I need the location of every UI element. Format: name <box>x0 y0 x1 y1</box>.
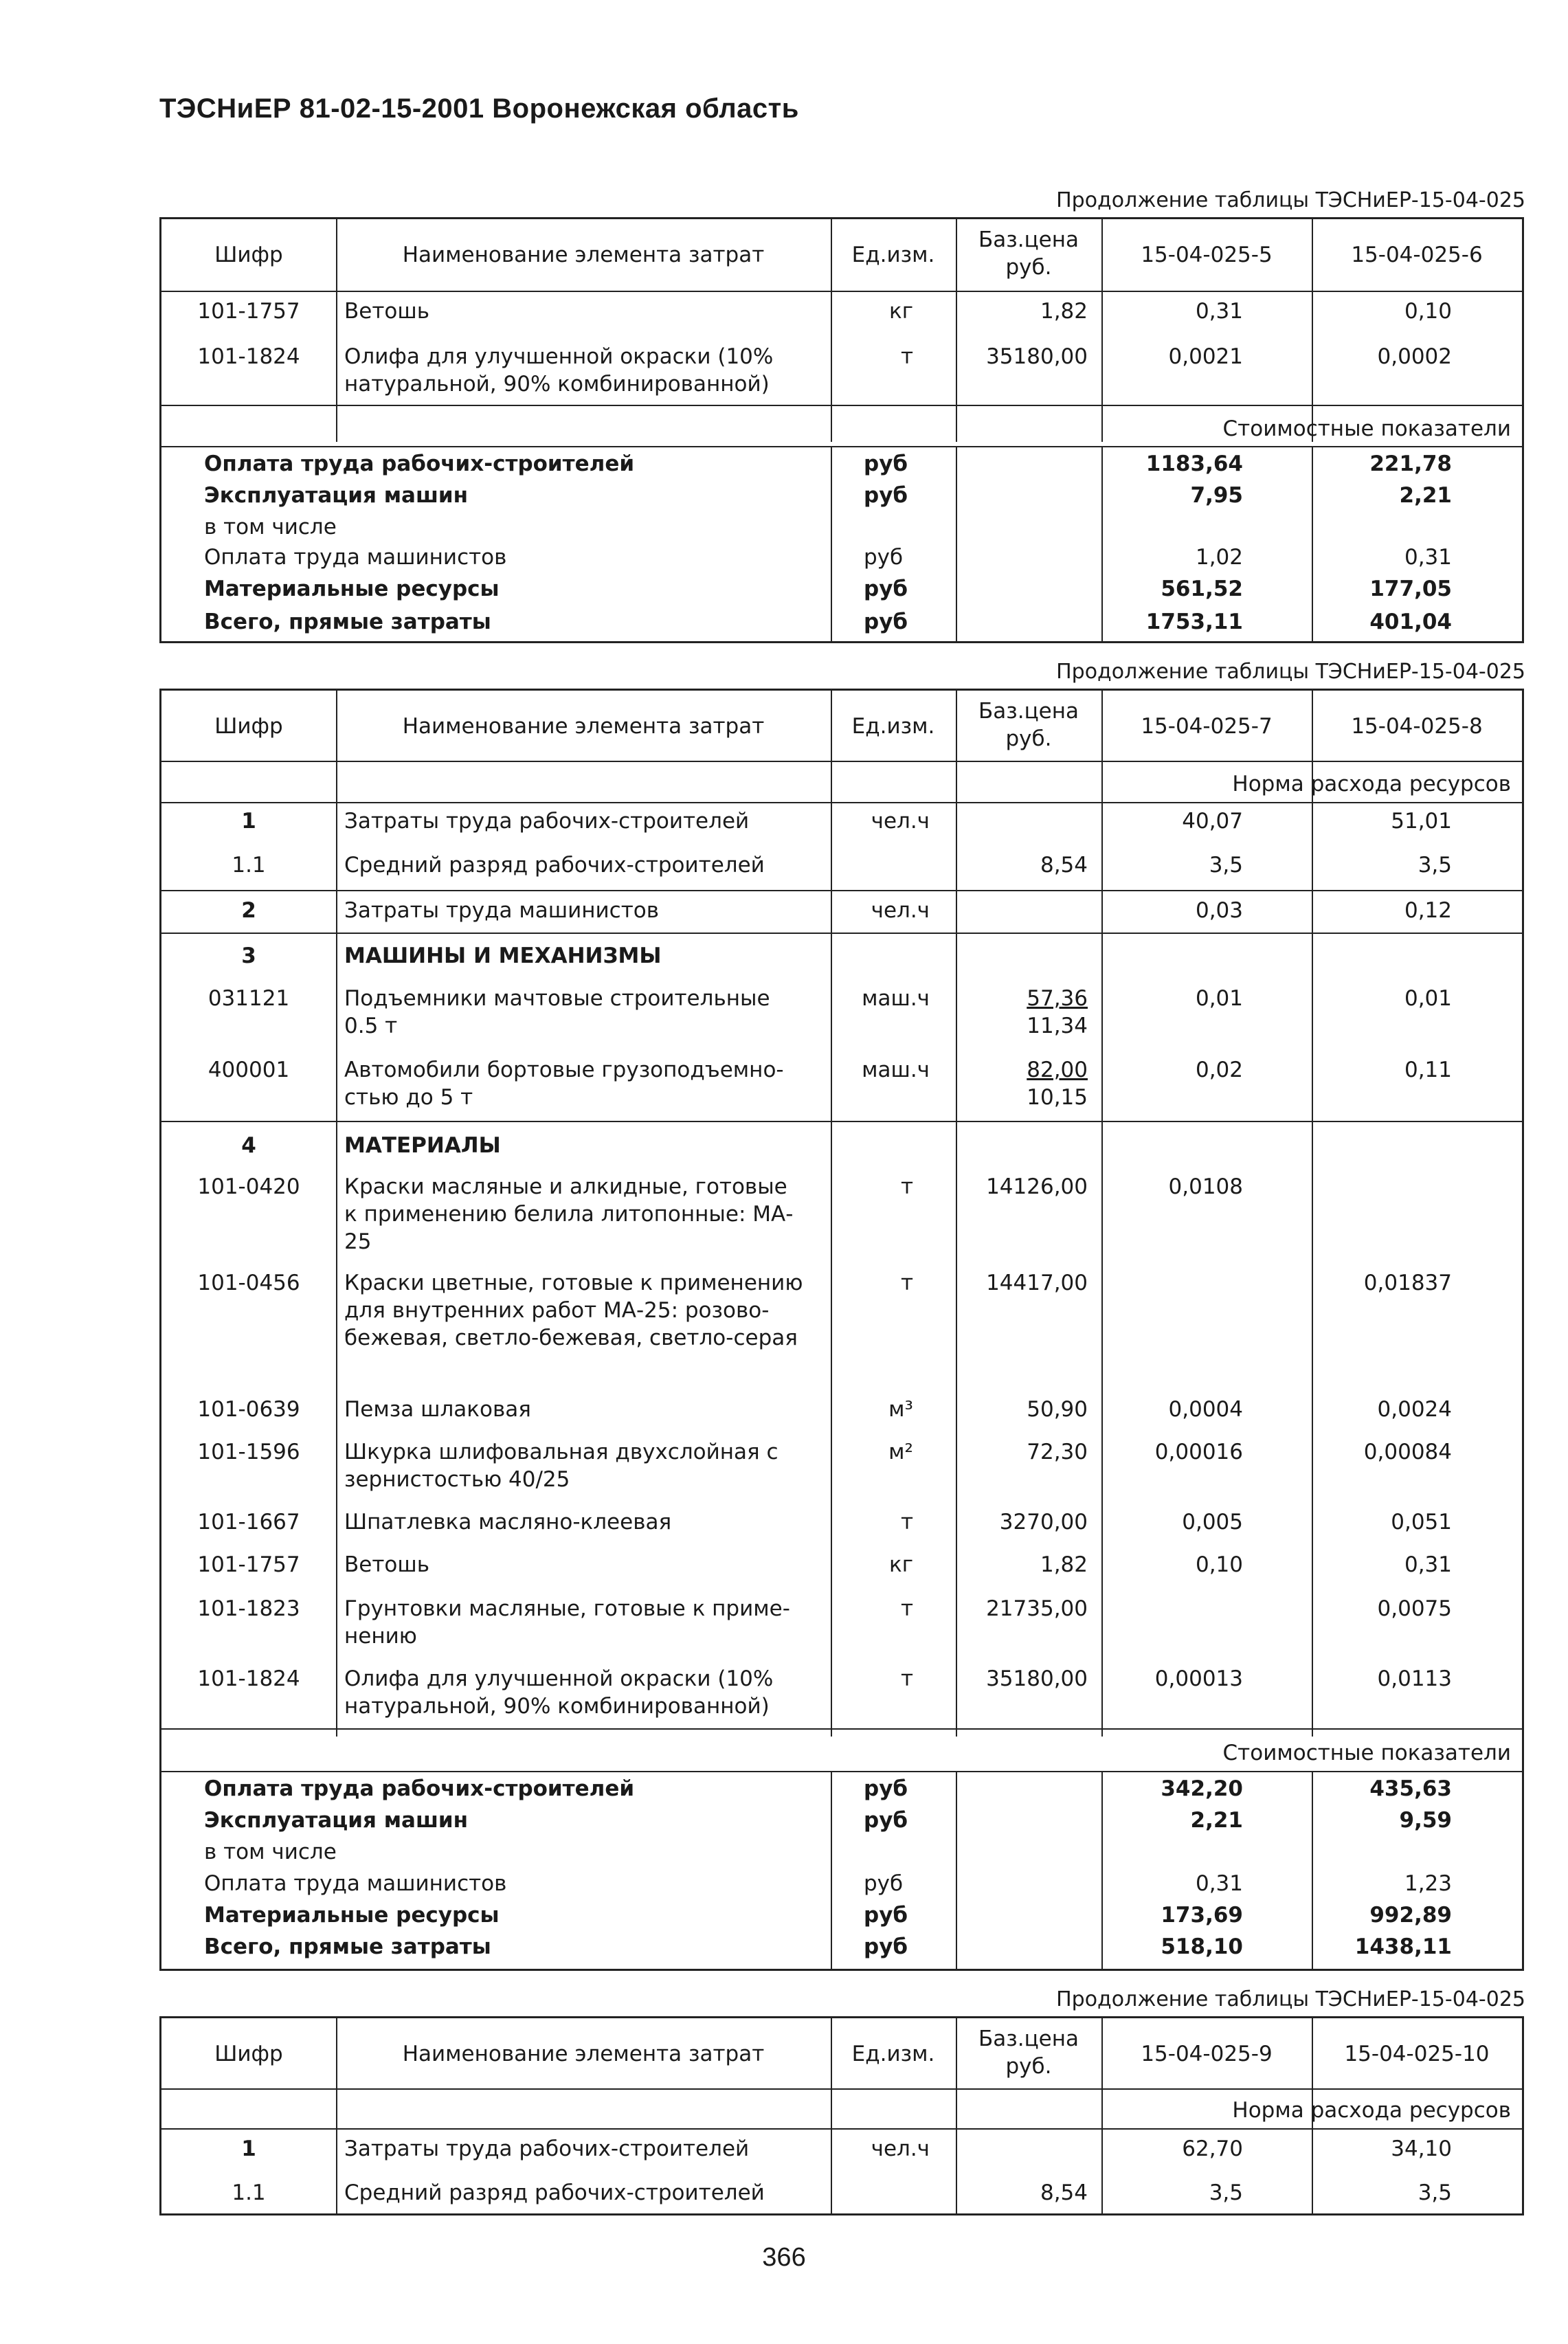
row-code: 2 <box>241 898 256 923</box>
cost-table-1: Шифр Наименование элемента затрат Ед.изм. Баз.цена руб. 15-04-025-5 15-04-025-6 101-1757 Ветошь кг 1,82 0,31 0,10 101-1824 Олифа для улучшенной окраски (10% натуральной, 90% комбинированной) т 35180,00 0,0021 0,0002 Стоимостные показатели Оплата труда рабочих-строителей руб 1183,64 221,78 Эксплуатация машин руб 7,95 2,21 в том числе Оплата труда машинистов руб 1,02 0,31 Материальные ресурсы руб 561,52 177,05 Всего, прямые затраты руб 1753,11 401,04 <box>159 217 1524 643</box>
row-code: 3 <box>241 944 256 968</box>
col-header-b: 15-04-025-10 <box>1344 2042 1490 2066</box>
row-code: 1.1 <box>232 2180 266 2205</box>
section-title: Норма расхода ресурсов <box>1232 2098 1511 2123</box>
col-header-unit: Ед.изм. <box>851 243 935 267</box>
col-header-a: 15-04-025-7 <box>1141 714 1273 739</box>
table-caption: Продолжение таблицы ТЭСНиЕР-15-04-025 <box>1056 1987 1525 2011</box>
cost-label: Материальные ресурсы <box>204 1903 500 1928</box>
row-code: 101-0639 <box>197 1397 300 1422</box>
cost-table-2: Шифр Наименование элемента затрат Ед.изм. Баз.цена руб. 15-04-025-7 15-04-025-8 Норма расхода ресурсов 1 Затраты труда рабочих-строителей чел.ч 40,07 51,01 1.1 Средний разряд рабочих-строителей 8,54 3,5 3,5 2 Затраты труда машинистов чел.ч 0,03 0,12 3 МАШИНЫ И МЕХАНИЗМЫ 031121 Подъемники мачтовые строительные 0.5 т маш.ч 57,36 11,34 0,01 0,01 400001 Автомобили бортовые грузоподъемно- стью до 5 т маш.ч 82,00 10,15 0,02 0,11 4 МАТЕРИАЛЫ 101-0420 Краски масляные и алкидные, готовые к применению белила литопонные: МА- 25 т 14126,00 0,0108 101-0456 Краски цветные, готовые к применению для внутренних работ МА-25: розово- бежевая, светло-бежевая, светло-серая т 14417,00 0,01837 101-0639 Пемза шлаковая м³ 50,90 0,0004 0,0024 101-1596 Шкурка шлифовальная двухслойная с зернистостью 40/25 м² 72,30 0,00016 0,00084 101-1667 Шпатлевка масляно-клеевая т 3270,00 0,005 0,051 101-1757 Ветошь кг 1,82 0,10 0,31 101-1823 Грунтовки масляные, готовые к приме- нению т 21735,00 0,0075 101-1824 Олифа для улучшенной окраски (10% натуральной, 90% комбинированной) т 35180,00 0,00013 0,0113 Стоимостные показатели Оплата труда рабочих-строителей руб 342,20 435,63 Эксплуатация машин руб 2,21 9,59 в том числе Оплата труда машинистов руб 0,31 1,23 Материальные ресурсы руб 173,69 992,89 Всего, прямые затраты руб 518,10 1438,11 <box>159 689 1524 1971</box>
section-heading: МАШИНЫ И МЕХАНИЗМЫ <box>344 944 662 968</box>
cost-label: Оплата труда рабочих-строителей <box>204 451 635 476</box>
row-name: Затраты труда рабочих-строителей <box>344 2136 750 2161</box>
row-name: Средний разряд рабочих-строителей <box>344 2180 765 2205</box>
row-name: Затраты труда машинистов <box>344 898 660 923</box>
cost-label: в том числе <box>204 515 337 539</box>
page-number: 366 <box>762 2243 806 2272</box>
cost-label: в том числе <box>204 1840 337 1864</box>
row-code: 101-1824 <box>197 1666 300 1691</box>
table-caption: Продолжение таблицы ТЭСНиЕР-15-04-025 <box>1056 188 1525 212</box>
col-header-code: Шифр <box>214 714 283 739</box>
row-code: 101-0420 <box>197 1174 300 1199</box>
col-header-price-unit: руб. <box>1005 726 1052 751</box>
row-code: 1 <box>241 2136 256 2161</box>
col-header-b: 15-04-025-8 <box>1351 714 1483 739</box>
col-header-price: Баз.цена <box>978 699 1079 724</box>
cost-label: Всего, прямые затраты <box>204 1934 491 1959</box>
section-title: Норма расхода ресурсов <box>1232 772 1511 796</box>
row-code: 101-1757 <box>197 1552 300 1577</box>
col-header-code: Шифр <box>214 2042 283 2066</box>
col-header-name: Наименование элемента затрат <box>402 2042 765 2066</box>
col-header-a: 15-04-025-9 <box>1141 2042 1273 2066</box>
document-title: ТЭСНиЕР 81-02-15-2001 Воронежская область <box>159 93 799 124</box>
section-title: Стоимостные показатели <box>1222 416 1511 441</box>
cost-label: Оплата труда машинистов <box>204 1871 507 1896</box>
col-header-name: Наименование элемента затрат <box>402 243 765 267</box>
cost-label: Оплата труда рабочих-строителей <box>204 1776 635 1801</box>
table-caption: Продолжение таблицы ТЭСНиЕР-15-04-025 <box>1056 660 1525 684</box>
row-code: 400001 <box>208 1058 290 1082</box>
col-header-unit: Ед.изм. <box>851 714 935 739</box>
row-code: 4 <box>241 1133 256 1158</box>
col-header-code: Шифр <box>214 243 283 267</box>
col-header-price-unit: руб. <box>1005 2054 1052 2079</box>
col-header-price: Баз.цена <box>978 227 1079 252</box>
col-header-b: 15-04-025-6 <box>1351 243 1483 267</box>
row-code: 101-1667 <box>197 1510 300 1534</box>
cost-table-3: Шифр Наименование элемента затрат Ед.изм. Баз.цена руб. 15-04-025-9 15-04-025-10 Норма расхода ресурсов 1 Затраты труда рабочих-строителей чел.ч 62,70 34,10 1.1 Средний разряд рабочих-строителей 8,54 3,5 3,5 <box>159 2016 1524 2215</box>
cost-label: Материальные ресурсы <box>204 577 500 601</box>
col-header-price-unit: руб. <box>1005 255 1052 280</box>
row-code: 1.1 <box>232 853 266 878</box>
row-code: 101-1823 <box>197 1596 300 1621</box>
section-heading: МАТЕРИАЛЫ <box>344 1133 501 1158</box>
col-header-name: Наименование элемента затрат <box>402 714 765 739</box>
row-name: Затраты труда рабочих-строителей <box>344 809 750 834</box>
row-code: 031121 <box>208 986 290 1011</box>
row-code: 101-0456 <box>197 1271 300 1295</box>
section-title: Стоимостные показатели <box>1222 1741 1511 1765</box>
row-code: 101-1596 <box>197 1440 300 1464</box>
col-header-unit: Ед.изм. <box>851 2042 935 2066</box>
col-header-a: 15-04-025-5 <box>1141 243 1273 267</box>
row-name: Средний разряд рабочих-строителей <box>344 853 765 878</box>
cost-label: Всего, прямые затраты <box>204 610 491 634</box>
col-header-price: Баз.цена <box>978 2027 1079 2051</box>
cost-label: Эксплуатация машин <box>204 483 469 508</box>
row-code: 1 <box>241 809 256 834</box>
cost-label: Эксплуатация машин <box>204 1808 469 1833</box>
cost-label: Оплата труда машинистов <box>204 545 507 570</box>
